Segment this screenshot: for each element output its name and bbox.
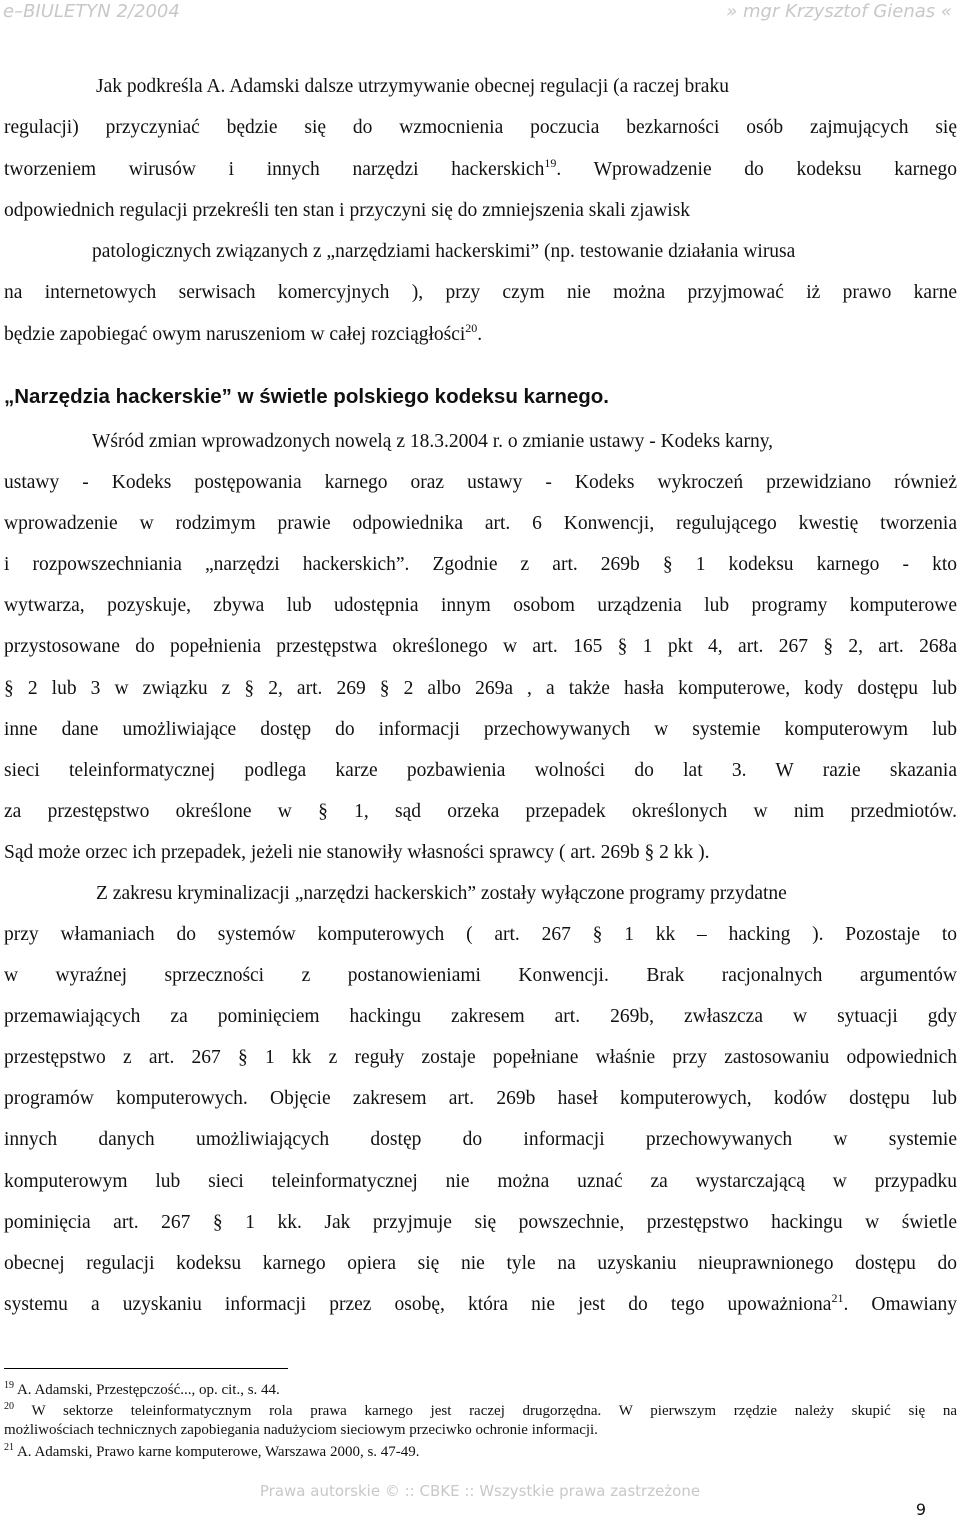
text-line: za przestępstwo określone w § 1, sąd orzeka przepadek określonych w nim przedmiotów. [4, 801, 957, 822]
running-header [0, 0, 960, 26]
text-line: sieci teleinformatycznej podlega karze pozbawienia wolności do lat 3. W razie skazania [4, 760, 957, 781]
text-line: przy włamaniach do systemów komputerowych ( art. 267 § 1 kk – hacking ). Pozostaje to [4, 924, 957, 945]
footnote: $^{20}$ W sektorze teleinformatycznym rola prawa karnego jest raczej drugorzędna. W pierwszym rzędzie należy skupić się na [4, 1401, 957, 1419]
footnote: $^{21}$ A. Adamski, Prawo karne komputerowe, Warszawa 2000, s. 47-49. [4, 1442, 420, 1460]
footnote-ref: 20 [465, 321, 478, 335]
text-line: przemawiających za pominięciem hackingu zakresem art. 269b, zwłaszcza w sytuacji gdy [4, 1006, 957, 1027]
text-line: programów komputerowych. Objęcie zakresem art. 269b haseł komputerowych, kodów dostępu lub [4, 1088, 957, 1109]
text-line: Wśród zmian wprowadzonych nowelą z 18.3.2004 r. o zmianie ustawy - Kodeks karny, [92, 431, 774, 452]
text-line: § 2 lub 3 w związku z § 2, art. 269 § 2 albo 269a , a także hasła komputerowe, kody dostępu lub [4, 678, 957, 699]
text-line: Sąd może orzec ich przepadek, jeżeli nie stanowiły własności sprawcy ( art. 269b § 2 kk ). [4, 842, 710, 863]
section-heading: „Narzędzia hackerskie” w świetle polskiego kodeksu karnego. [4, 385, 609, 408]
footnote-separator [4, 1368, 288, 1369]
text-line: i rozpowszechniania „narzędzi hackerskich”. Zgodnie z art. 269b § 1 kodeksu karnego - kto [4, 554, 957, 575]
text-line: tworzeniem wirusów i innych narzędzi hackerskich$^{19}$. Wprowadzenie do kodeksu karnego [4, 156, 957, 180]
header-title: e–BIULETYN 2/2004 [3, 1, 180, 22]
text-line: ustawy - Kodeks postępowania karnego oraz ustawy - Kodeks wykroczeń przewidziano również [4, 472, 957, 493]
text-line: przestępstwo z art. 267 § 1 kk z reguły zostaje popełniane właśnie przy zastosowaniu odpowiednich [4, 1047, 957, 1068]
text-line: wytwarza, pozyskuje, zbywa lub udostępnia innym osobom urządzenia lub programy komputerowe [4, 595, 957, 616]
text-line: wprowadzenie w rodzimym prawie odpowiednika art. 6 Konwencji, regulującego kwestię tworzenia [4, 513, 957, 534]
footnote-ref: 21 [831, 1291, 844, 1305]
footnote: możliwościach technicznych zapobiegania nadużyciom sieciowym przeciwko ochronie informacji. [4, 1422, 598, 1438]
text-line: Z zakresu kryminalizacji „narzędzi hackerskich” zostały wyłączone programy przydatne [96, 883, 787, 904]
text-line: innych danych umożliwiających dostęp do informacji przechowywanych w systemie [4, 1129, 957, 1150]
text-line: regulacji) przyczyniać będzie się do wzmocnienia poczucia bezkarności osób zajmujących się [4, 117, 957, 138]
text-line: systemu a uzyskaniu informacji przez osobę, która nie jest do tego upoważniona$^{21}$. Omawiany [4, 1291, 957, 1315]
text-line: w wyraźnej sprzeczności z postanowieniami Konwencji. Brak racjonalnych argumentów [4, 965, 957, 986]
text-line: przystosowane do popełnienia przestępstwa określonego w art. 165 § 1 pkt 4, art. 267 § 2, art. 268a [4, 636, 957, 657]
header-author: » mgr Krzysztof Gienas « [726, 1, 952, 22]
footnote-ref: 19 [544, 156, 557, 170]
text-line: inne dane umożliwiające dostęp do informacji przechowywanych w systemie komputerowym lub [4, 719, 957, 740]
footnote: $^{19}$ A. Adamski, Przestępczość..., op. cit., s. 44. [4, 1380, 280, 1398]
text-line: obecnej regulacji kodeksu karnego opiera się nie tyle na uzyskaniu nieuprawnionego dostępu do [4, 1253, 957, 1274]
text-line: komputerowym lub sieci teleinformatycznej nie można uznać za wystarczającą w przypadku [4, 1171, 957, 1192]
text-line: pominięcia art. 267 § 1 kk. Jak przyjmuje się powszechnie, przestępstwo hackingu w świetle [4, 1212, 957, 1233]
text-line: patologicznych związanych z „narzędziami hackerskimi” (np. testowanie działania wirusa [92, 241, 796, 262]
text-line: Jak podkreśla A. Adamski dalsze utrzymywanie obecnej regulacji (a raczej braku [96, 76, 729, 97]
text-line: będzie zapobiegać owym naruszeniom w całej rozciągłości$^{20}$. [4, 321, 483, 345]
copyright-footer: Prawa autorskie © :: CBKE :: Wszystkie prawa zastrzeżone [259, 1482, 701, 1500]
page-number: 9 [915, 1500, 926, 1519]
text-line: na internetowych serwisach komercyjnych ), przy czym nie można przyjmować iż prawo karne [4, 282, 957, 303]
text-line: odpowiednich regulacji przekreśli ten stan i przyczyni się do zmniejszenia skali zjawisk [4, 200, 691, 221]
